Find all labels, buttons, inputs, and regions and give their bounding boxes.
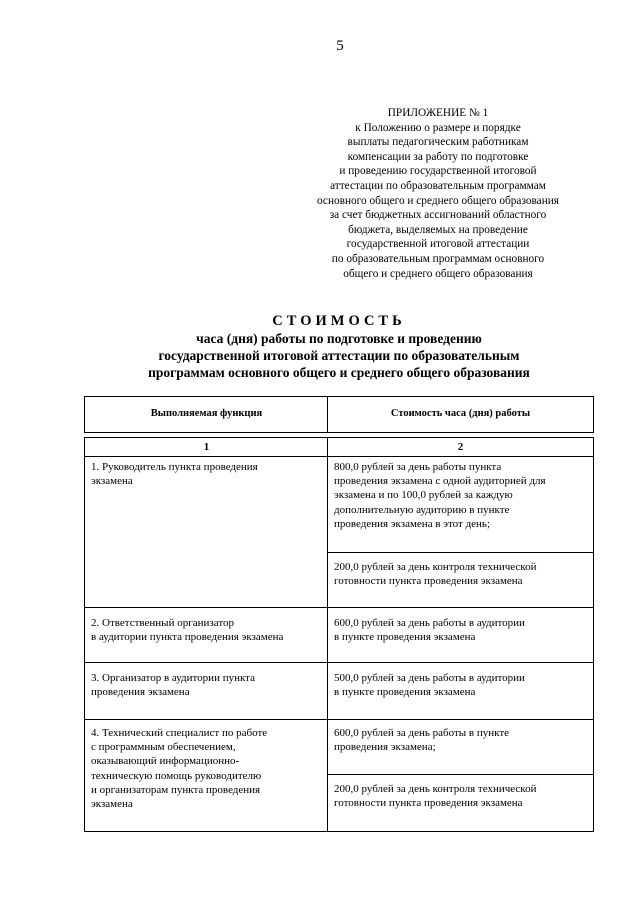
appendix-line: аттестации по образовательным программам: [330, 179, 546, 192]
column-number: 2: [457, 440, 464, 453]
cell-line: 1. Руководитель пункта проведения: [91, 461, 258, 473]
table-row: [85, 607, 593, 662]
page-number: 5: [336, 38, 344, 54]
function-cell: [85, 616, 328, 644]
cell-line: 800,0 рублей за день работы пункта: [334, 461, 502, 473]
appendix-line: ПРИЛОЖЕНИЕ № 1: [387, 107, 489, 119]
function-cell: [85, 671, 328, 699]
cost-cell: [328, 552, 593, 607]
appendix-line: и проведению государственной итоговой: [339, 165, 537, 178]
cell-line: экзамена и по 100,0 рублей за каждую: [334, 489, 513, 502]
cost-text: [328, 782, 542, 810]
cell-line: 600,0 рублей за день работы в аудитории: [334, 617, 525, 629]
cost-cell: [328, 774, 593, 833]
title-sub-line: программам основного общего и среднего общего образования: [148, 365, 530, 380]
appendix-line: к Положению о размере и порядке: [355, 121, 521, 134]
cell-line: 3. Организатор в аудитории пункта: [91, 672, 256, 684]
table-body: [84, 457, 594, 832]
function-cell: [85, 460, 328, 488]
cell-line: готовности пункта проведения экзамена: [334, 797, 523, 810]
cell-line: дополнительную аудиторию в пункте: [334, 503, 510, 516]
cost-text: [328, 726, 515, 754]
appendix-line: государственной итоговой аттестации: [346, 238, 530, 251]
cell-line: экзамена: [91, 798, 133, 811]
appendix-line: по образовательным программам основного: [331, 252, 545, 265]
cell-line: 600,0 рублей за день работы в пункте: [334, 727, 510, 739]
title-sub-line: часа (дня) работы по подготовке и проведению: [196, 331, 482, 346]
cell-line: в аудитории пункта проведения экзамена: [91, 631, 284, 644]
cell-line: проведения экзамена;: [334, 741, 436, 754]
column-number: 1: [203, 440, 210, 453]
cell-line: 2. Ответственный организатор: [91, 617, 234, 629]
cell-line: 500,0 рублей за день работы в аудитории: [334, 672, 525, 684]
function-cell: [85, 726, 328, 811]
table-header: [84, 396, 594, 433]
appendix-line: основного общего и среднего общего образования: [317, 194, 559, 207]
appendix-line: компенсации за работу по подготовке: [347, 150, 529, 163]
appendix-line: выплаты педагогическим работникам: [347, 136, 529, 149]
document-title: [84, 312, 594, 381]
cell-line: оказывающий информационно-: [91, 755, 240, 768]
cost-text: [328, 460, 552, 531]
title-main: СТОИМОСТЬ: [272, 313, 406, 329]
cell-line: в пункте проведения экзамена: [334, 686, 476, 699]
cell-line: в пункте проведения экзамена: [334, 631, 476, 644]
cell-line: экзамена: [91, 475, 133, 488]
cost-text: [328, 671, 531, 699]
cell-line: техническую помощь руководителю: [91, 769, 262, 782]
cell-line: готовности пункта проведения экзамена: [334, 575, 523, 588]
cell-line: 200,0 рублей за день контроля технической: [334, 783, 537, 795]
appendix-block: [288, 106, 588, 281]
cost-text: [328, 560, 542, 588]
cell-line: 200,0 рублей за день контроля технической: [334, 561, 537, 573]
header-function: Выполняемая функция: [150, 408, 263, 420]
table-column-numbers: [84, 437, 594, 457]
cost-text: [328, 616, 531, 644]
cell-line: и организаторам пункта проведения: [91, 783, 261, 796]
cell-line: проведения экзамена в этот день;: [334, 517, 491, 530]
cell-line: 4. Технический специалист по работе: [91, 727, 268, 739]
table-row: [85, 457, 593, 607]
appendix-line: общего и среднего общего образования: [343, 267, 533, 280]
table-row: [85, 662, 593, 719]
title-sub-line: государственной итоговой аттестации по образовательным: [158, 348, 520, 363]
cost-cell: [328, 457, 593, 552]
appendix-line: бюджета, выделяемых на проведение: [348, 223, 528, 236]
cell-line: проведения экзамена с одной аудиторией для: [334, 475, 546, 488]
cost-cell: [328, 720, 593, 774]
cell-line: с программным обеспечением,: [91, 741, 236, 754]
cell-line: проведения экзамена: [91, 686, 190, 699]
table-row: [85, 719, 593, 832]
title-subtitle: [84, 330, 594, 381]
appendix-line: за счет бюджетных ассигнований областного: [329, 209, 547, 222]
header-cost: Стоимость часа (дня) работы: [390, 408, 531, 420]
